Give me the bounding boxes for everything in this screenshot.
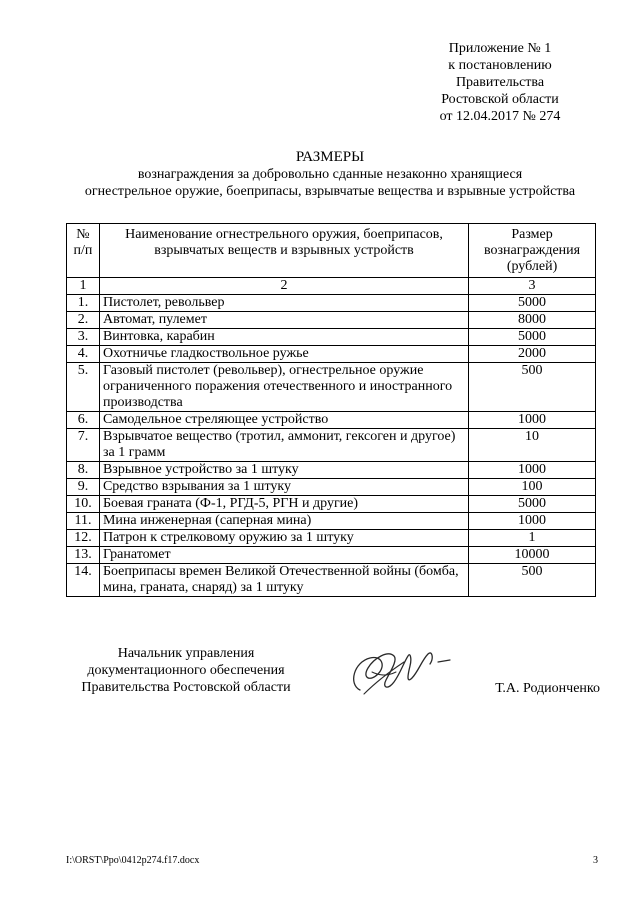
signatory-position (66, 645, 306, 696)
handwritten-signature (342, 632, 462, 704)
header-amount-line-2: вознаграждения (483, 243, 581, 258)
header-name-line-2: взрывчатых веществ и взрывных устройств (154, 243, 414, 258)
table-row (67, 496, 596, 513)
appendix-line-2: к постановлению (448, 58, 552, 73)
header-number (67, 224, 100, 278)
row-amount: 1000 (469, 513, 596, 530)
row-name: Патрон к стрелковому оружию за 1 штуку (99, 530, 468, 547)
row-number: 11. (67, 513, 100, 530)
row-number: 6. (67, 412, 100, 429)
header-number-line-1: № (76, 227, 90, 242)
index-cell-3: 3 (469, 278, 596, 295)
table-row (67, 462, 596, 479)
table-header-row (67, 224, 596, 278)
row-amount: 2000 (469, 346, 596, 363)
row-amount: 5000 (469, 329, 596, 346)
appendix-block (400, 40, 600, 125)
subtitle-line-1: вознаграждения за добровольно сданные незаконно хранящиеся (137, 167, 523, 182)
row-amount: 500 (469, 564, 596, 597)
row-name: Газовый пистолет (револьвер), огнестрельное оружие ограниченного поражения отечественного и иностранного производства (99, 363, 468, 412)
table-row (67, 513, 596, 530)
row-number: 2. (67, 312, 100, 329)
row-number: 1. (67, 295, 100, 312)
table-row (67, 312, 596, 329)
footer-file-path: I:\ORST\Ppo\0412p274.f17.docx (66, 855, 200, 866)
row-number: 7. (67, 429, 100, 462)
appendix-line-3: Правительства (455, 75, 545, 90)
row-amount: 1000 (469, 412, 596, 429)
row-number: 13. (67, 547, 100, 564)
header-amount-line-1: Размер (511, 227, 553, 242)
footer-page-number: 3 (593, 855, 598, 866)
document-title: РАЗМЕРЫ (295, 149, 365, 165)
row-name: Мина инженерная (саперная мина) (99, 513, 468, 530)
appendix-line-4: Ростовской области (441, 92, 559, 107)
row-amount: 1 (469, 530, 596, 547)
row-number: 14. (67, 564, 100, 597)
document-subtitle (60, 166, 600, 200)
table-row (67, 412, 596, 429)
table-index-row (67, 278, 596, 295)
table-row (67, 346, 596, 363)
row-amount: 10000 (469, 547, 596, 564)
row-number: 12. (67, 530, 100, 547)
row-amount: 100 (469, 479, 596, 496)
appendix-line-5: от 12.04.2017 № 274 (439, 109, 561, 124)
row-name: Взрывчатое вещество (тротил, аммонит, гексоген и другое) за 1 грамм (99, 429, 468, 462)
header-number-line-2: п/п (73, 243, 93, 258)
row-number: 3. (67, 329, 100, 346)
header-amount (469, 224, 596, 278)
table-row (67, 479, 596, 496)
row-name: Охотничье гладкоствольное ружье (99, 346, 468, 363)
position-line-2: документационного обеспечения (87, 663, 285, 678)
row-number: 5. (67, 363, 100, 412)
row-name: Боеприпасы времен Великой Отечественной войны (бомба, мина, граната, снаряд) за 1 штуку (99, 564, 468, 597)
position-line-3: Правительства Ростовской области (81, 680, 291, 695)
row-amount: 10 (469, 429, 596, 462)
table-row (67, 429, 596, 462)
row-name: Взрывное устройство за 1 штуку (99, 462, 468, 479)
table-row (67, 547, 596, 564)
row-amount: 5000 (469, 295, 596, 312)
row-name: Средство взрывания за 1 штуку (99, 479, 468, 496)
table-row (67, 530, 596, 547)
row-name: Винтовка, карабин (99, 329, 468, 346)
row-name: Автомат, пулемет (99, 312, 468, 329)
row-name: Пистолет, револьвер (99, 295, 468, 312)
header-name (99, 224, 468, 278)
row-name: Боевая граната (Ф-1, РГД-5, РГН и другие) (99, 496, 468, 513)
header-name-line-1: Наименование огнестрельного оружия, боеприпасов, (125, 227, 443, 242)
signatory-name: Т.А. Родионченко (495, 681, 600, 696)
row-number: 10. (67, 496, 100, 513)
row-name: Гранатомет (99, 547, 468, 564)
row-amount: 1000 (469, 462, 596, 479)
header-amount-line-3: (рублей) (506, 259, 558, 274)
row-number: 4. (67, 346, 100, 363)
row-number: 9. (67, 479, 100, 496)
row-number: 8. (67, 462, 100, 479)
rewards-table (66, 223, 596, 597)
table-row (67, 329, 596, 346)
table-row (67, 295, 596, 312)
appendix-line-1: Приложение № 1 (448, 41, 552, 56)
row-amount: 8000 (469, 312, 596, 329)
row-name: Самодельное стреляющее устройство (99, 412, 468, 429)
index-cell-1: 1 (67, 278, 100, 295)
index-cell-2: 2 (99, 278, 468, 295)
table-row (67, 363, 596, 412)
subtitle-line-2: огнестрельное оружие, боеприпасы, взрывчатые вещества и взрывные устройства (84, 184, 576, 199)
row-amount: 5000 (469, 496, 596, 513)
row-amount: 500 (469, 363, 596, 412)
position-line-1: Начальник управления (117, 646, 255, 661)
table-row (67, 564, 596, 597)
